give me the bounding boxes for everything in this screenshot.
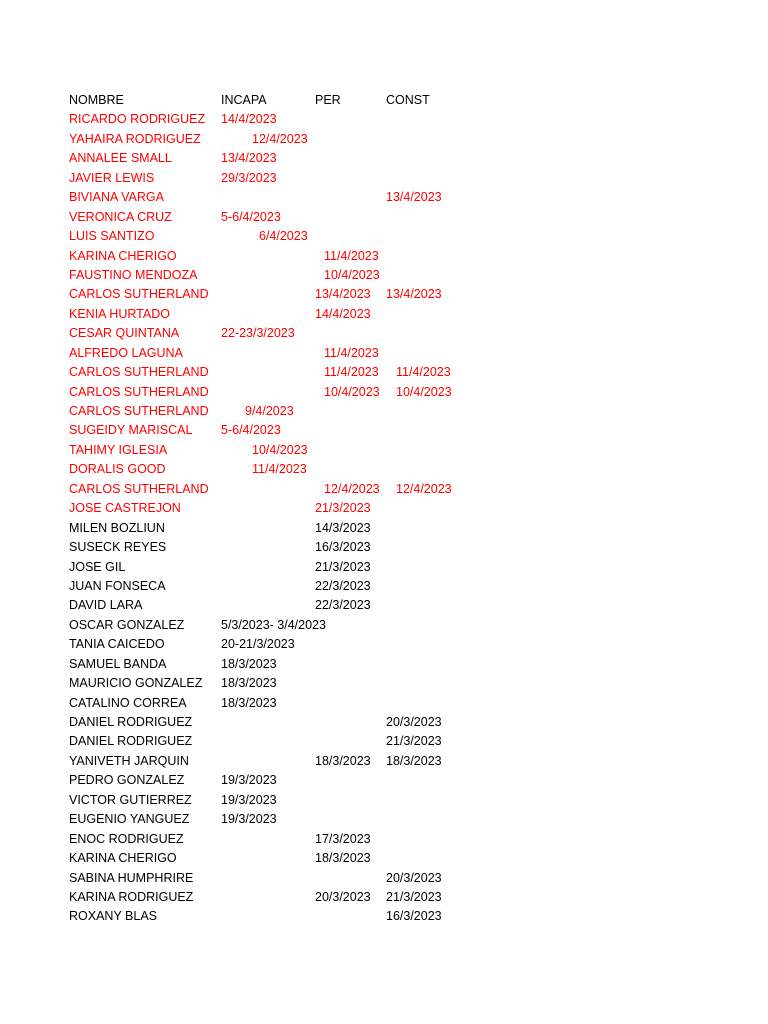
attendance-sheet: [0, 91, 768, 927]
table-row: [0, 791, 768, 810]
cell-nombre: SAMUEL BANDA: [69, 656, 167, 671]
cell-per: 12/4/2023: [324, 481, 380, 496]
table-row: [0, 499, 768, 518]
cell-nombre: DANIEL RODRIGUEZ: [69, 715, 193, 729]
cell-incapa: 12/4/2023: [252, 131, 308, 146]
cell-incapa: 11/4/2023: [252, 462, 307, 477]
cell-nombre: CARLOS SUTHERLAND: [69, 384, 209, 399]
cell-incapa: 18/3/2023: [221, 695, 277, 710]
cell-incapa: 18/3/2023: [221, 656, 277, 671]
table-row: [0, 869, 768, 888]
cell-nombre: SUGEIDY MARISCAL: [69, 423, 193, 438]
cell-per: 11/4/2023: [324, 345, 379, 360]
cell-nombre: DAVID LARA: [69, 598, 143, 613]
cell-nombre: ROXANY BLAS: [69, 909, 158, 924]
cell-nombre: JOSE CASTREJON: [69, 501, 181, 516]
header-nombre: NOMBRE: [69, 93, 124, 107]
cell-incapa: 19/3/2023: [221, 792, 277, 807]
cell-per: 16/3/2023: [315, 540, 371, 555]
table-row: [0, 169, 768, 188]
cell-per: 13/4/2023: [315, 287, 371, 302]
cell-nombre: OSCAR GONZALEZ: [69, 617, 185, 632]
cell-nombre: DORALIS GOOD: [69, 462, 166, 477]
cell-incapa: 18/3/2023: [221, 676, 277, 691]
cell-const: 21/3/2023: [386, 734, 442, 749]
table-row: [0, 383, 768, 402]
table-row: [0, 558, 768, 577]
table-row: [0, 713, 768, 732]
header-row: [0, 91, 768, 110]
table-row: [0, 771, 768, 790]
cell-nombre: KENIA HURTADO: [69, 306, 170, 321]
cell-nombre: TANIA CAICEDO: [69, 637, 165, 652]
table-row: [0, 480, 768, 499]
cell-nombre: VICTOR GUTIERREZ: [69, 792, 192, 807]
table-row: [0, 519, 768, 538]
table-row: [0, 830, 768, 849]
cell-incapa: 6/4/2023: [259, 229, 308, 244]
cell-nombre: CARLOS SUTHERLAND: [69, 481, 209, 496]
table-row: [0, 888, 768, 907]
cell-nombre: JAVIER LEWIS: [69, 170, 155, 185]
table-row: [0, 402, 768, 421]
table-row: [0, 188, 768, 207]
table-row: [0, 460, 768, 479]
cell-incapa: 22-23/3/2023: [221, 326, 295, 341]
cell-nombre: PEDRO GONZALEZ: [69, 773, 185, 788]
cell-nombre: VERONICA CRUZ: [69, 209, 172, 224]
table-row: [0, 674, 768, 693]
cell-nombre: DANIEL RODRIGUEZ: [69, 734, 193, 749]
cell-incapa: 14/4/2023: [221, 112, 277, 127]
cell-const: 18/3/2023: [386, 753, 442, 768]
cell-const: 10/4/2023: [396, 384, 452, 399]
table-row: [0, 694, 768, 713]
cell-per: 22/3/2023: [315, 598, 371, 613]
cell-nombre: KARINA CHERIGO: [69, 851, 177, 866]
table-row: [0, 130, 768, 149]
cell-const: 21/3/2023: [386, 889, 442, 904]
cell-incapa: 19/3/2023: [221, 773, 277, 788]
table-row: [0, 285, 768, 304]
header-const: CONST: [386, 93, 430, 107]
cell-per: 22/3/2023: [315, 578, 371, 593]
table-row: [0, 421, 768, 440]
cell-nombre: SUSECK REYES: [69, 540, 167, 555]
table-row: [0, 363, 768, 382]
cell-incapa: 13/4/2023: [221, 151, 277, 166]
cell-nombre: KARINA CHERIGO: [69, 248, 177, 263]
cell-nombre: CARLOS SUTHERLAND: [69, 365, 209, 380]
cell-nombre: RICARDO RODRIGUEZ: [69, 112, 206, 127]
cell-nombre: YAHAIRA RODRIGUEZ: [69, 131, 201, 146]
cell-nombre: EUGENIO YANGUEZ: [69, 812, 190, 827]
table-row: [0, 849, 768, 868]
table-row: [0, 538, 768, 557]
cell-nombre: BIVIANA VARGA: [69, 190, 164, 205]
cell-incapa: 9/4/2023: [245, 404, 294, 418]
cell-nombre: LUIS SANTIZO: [69, 229, 155, 244]
cell-per: 21/3/2023: [315, 559, 371, 574]
cell-nombre: ENOC RODRIGUEZ: [69, 831, 184, 846]
table-row: [0, 577, 768, 596]
cell-incapa: 5/3/2023- 3/4/2023: [221, 617, 326, 632]
cell-per: 10/4/2023: [324, 267, 380, 282]
cell-per: 10/4/2023: [324, 384, 380, 399]
table-row: [0, 596, 768, 615]
cell-per: 11/4/2023: [324, 365, 379, 380]
cell-nombre: TAHIMY IGLESIA: [69, 442, 168, 457]
cell-incapa: 10/4/2023: [252, 442, 308, 457]
cell-const: 12/4/2023: [396, 481, 452, 496]
cell-incapa: 29/3/2023: [221, 170, 277, 185]
table-row: [0, 266, 768, 285]
cell-nombre: ALFREDO LAGUNA: [69, 345, 183, 360]
cell-per: 14/4/2023: [315, 306, 371, 321]
table-row: [0, 208, 768, 227]
cell-nombre: YANIVETH JARQUIN: [69, 753, 189, 768]
cell-per: 20/3/2023: [315, 889, 371, 904]
table-row: [0, 752, 768, 771]
cell-nombre: CESAR QUINTANA: [69, 326, 180, 341]
table-row: [0, 810, 768, 829]
table-row: [0, 635, 768, 654]
cell-nombre: JUAN FONSECA: [69, 578, 166, 593]
header-per: PER: [315, 93, 341, 107]
cell-nombre: CATALINO CORREA: [69, 695, 187, 710]
cell-per: 11/4/2023: [324, 248, 379, 263]
table-row: [0, 110, 768, 129]
cell-nombre: JOSE GIL: [69, 559, 126, 574]
table-row: [0, 616, 768, 635]
header-incapa: INCAPA: [221, 93, 267, 107]
cell-const: 13/4/2023: [386, 287, 442, 302]
cell-nombre: CARLOS SUTHERLAND: [69, 287, 209, 302]
table-row: [0, 344, 768, 363]
cell-nombre: KARINA RODRIGUEZ: [69, 889, 194, 904]
cell-incapa: 5-6/4/2023: [221, 423, 281, 438]
cell-nombre: SABINA HUMPHRIRE: [69, 870, 194, 885]
cell-const: 11/4/2023: [396, 365, 451, 380]
cell-incapa: 5-6/4/2023: [221, 209, 281, 224]
table-row: [0, 305, 768, 324]
cell-const: 13/4/2023: [386, 190, 442, 205]
cell-per: 14/3/2023: [315, 520, 371, 535]
cell-const: 20/3/2023: [386, 715, 442, 729]
cell-nombre: CARLOS SUTHERLAND: [69, 404, 209, 418]
cell-per: 18/3/2023: [315, 753, 371, 768]
table-row: [0, 732, 768, 751]
cell-nombre: MILEN BOZLIUN: [69, 520, 165, 535]
cell-per: 21/3/2023: [315, 501, 371, 516]
cell-nombre: ANNALEE SMALL: [69, 151, 172, 166]
table-row: [0, 324, 768, 343]
table-row: [0, 227, 768, 246]
table-row: [0, 907, 768, 926]
cell-const: 16/3/2023: [386, 909, 442, 924]
cell-incapa: 19/3/2023: [221, 812, 277, 827]
cell-per: 18/3/2023: [315, 851, 371, 866]
table-row: [0, 655, 768, 674]
table-row: [0, 441, 768, 460]
table-row: [0, 247, 768, 266]
table-row: [0, 149, 768, 168]
cell-per: 17/3/2023: [315, 831, 371, 846]
cell-incapa: 20-21/3/2023: [221, 637, 295, 652]
cell-const: 20/3/2023: [386, 870, 442, 885]
cell-nombre: FAUSTINO MENDOZA: [69, 267, 198, 282]
table-body: [0, 110, 768, 926]
cell-nombre: MAURICIO GONZALEZ: [69, 676, 203, 691]
